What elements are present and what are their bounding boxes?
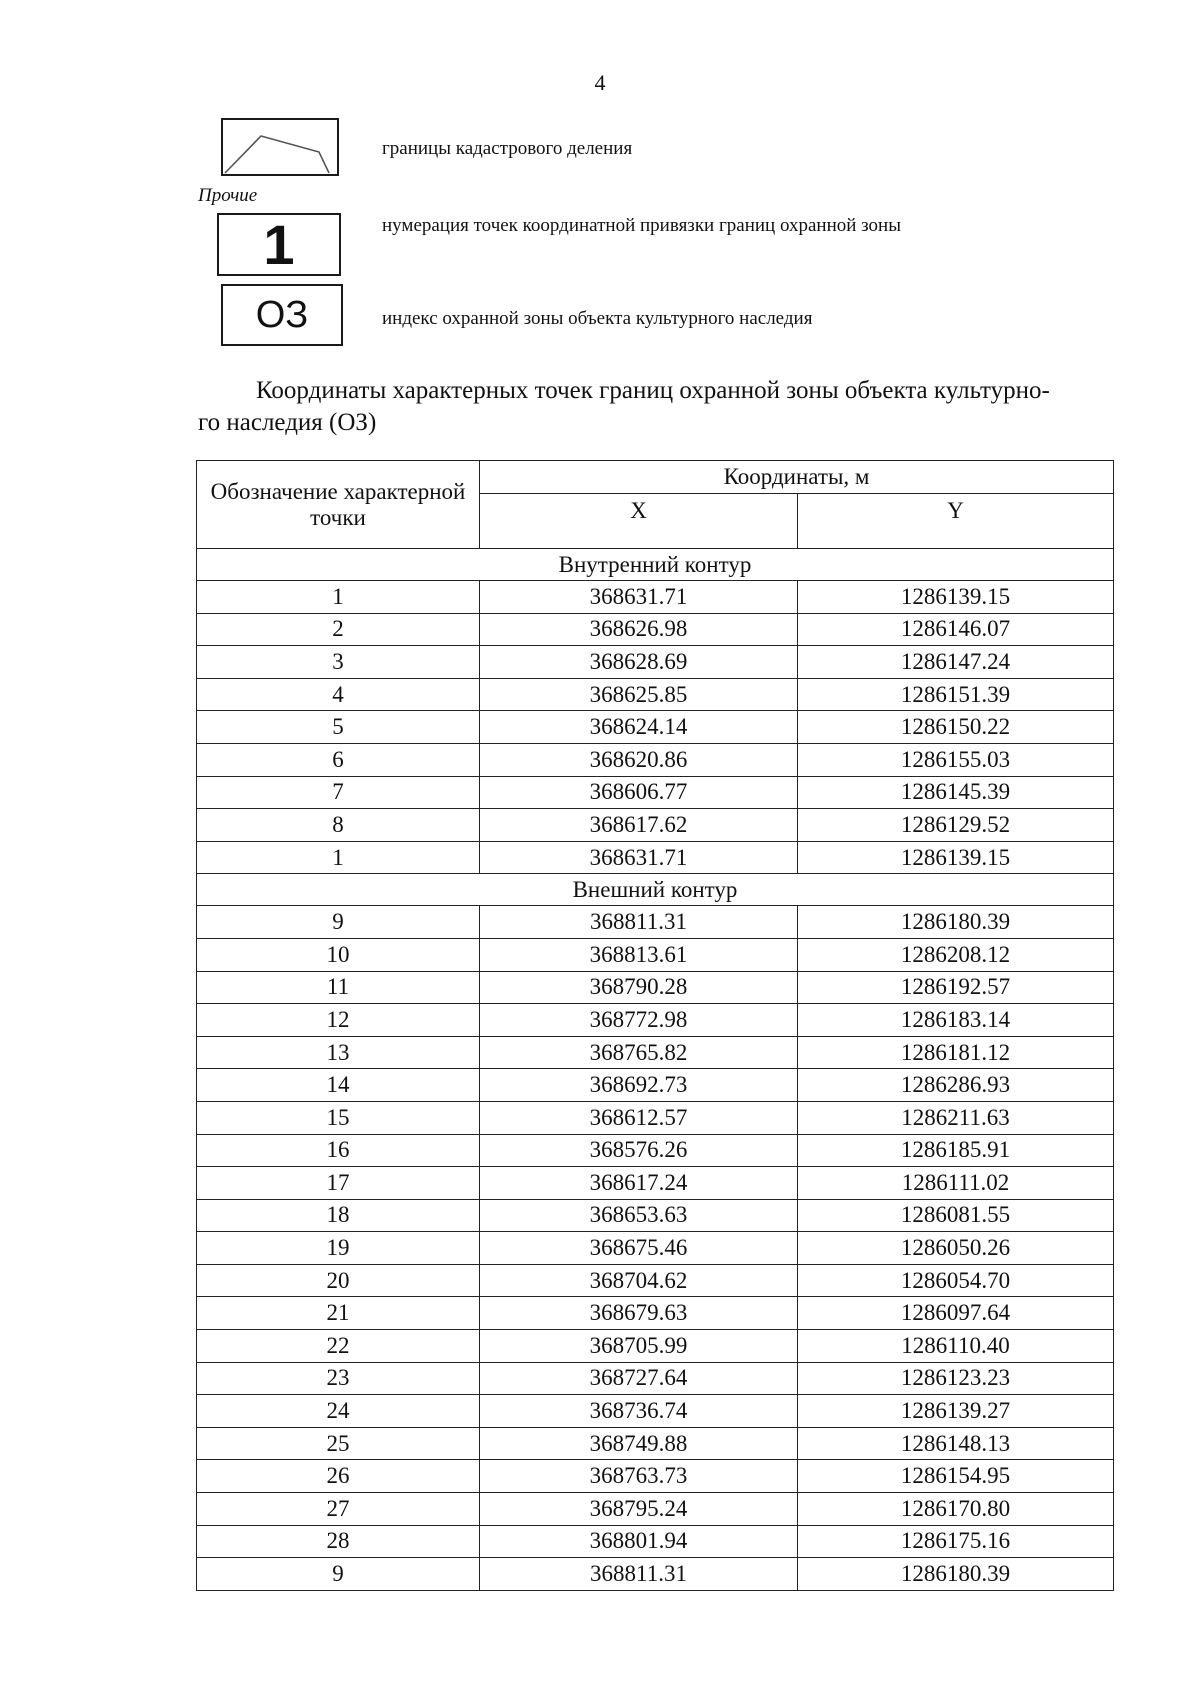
y-coordinate-cell: 1286110.40 bbox=[798, 1330, 1114, 1363]
table-row bbox=[197, 1460, 1114, 1493]
x-coordinate-cell: 368727.64 bbox=[480, 1362, 798, 1395]
table-row bbox=[197, 1264, 1114, 1297]
x-coordinate-cell: 368772.98 bbox=[480, 1004, 798, 1037]
cadastral-boundary-symbol bbox=[221, 118, 339, 176]
x-coordinate-cell: 368813.61 bbox=[480, 938, 798, 971]
header-y: Y bbox=[798, 494, 1114, 549]
y-coordinate-cell: 1286180.39 bbox=[798, 1558, 1114, 1591]
point-id-cell: 5 bbox=[197, 711, 480, 744]
y-coordinate-cell: 1286208.12 bbox=[798, 938, 1114, 971]
point-id-cell: 21 bbox=[197, 1297, 480, 1330]
zone-index-symbol: ОЗ bbox=[221, 284, 343, 346]
table-row bbox=[197, 1004, 1114, 1037]
x-coordinate-cell: 368626.98 bbox=[480, 613, 798, 646]
point-id-cell: 8 bbox=[197, 809, 480, 842]
table-row bbox=[197, 678, 1114, 711]
table-row bbox=[197, 711, 1114, 744]
section-row bbox=[197, 549, 1114, 581]
point-id-cell: 9 bbox=[197, 906, 480, 939]
table-row bbox=[197, 743, 1114, 776]
x-coordinate-cell: 368606.77 bbox=[480, 776, 798, 809]
point-number-symbol: 1 bbox=[217, 213, 341, 276]
point-id-cell: 18 bbox=[197, 1199, 480, 1232]
table-row bbox=[197, 1167, 1114, 1200]
y-coordinate-cell: 1286081.55 bbox=[798, 1199, 1114, 1232]
x-coordinate-cell: 368612.57 bbox=[480, 1101, 798, 1134]
table-row bbox=[197, 841, 1114, 874]
table-row bbox=[197, 1395, 1114, 1428]
x-coordinate-cell: 368625.85 bbox=[480, 678, 798, 711]
coordinates-table bbox=[196, 460, 1114, 1591]
point-id-cell: 17 bbox=[197, 1167, 480, 1200]
header-coordinates: Координаты, м bbox=[480, 461, 1114, 494]
x-coordinate-cell: 368811.31 bbox=[480, 1558, 798, 1591]
y-coordinate-cell: 1286129.52 bbox=[798, 809, 1114, 842]
table-row bbox=[197, 1101, 1114, 1134]
x-coordinate-cell: 368705.99 bbox=[480, 1330, 798, 1363]
point-id-cell: 24 bbox=[197, 1395, 480, 1428]
x-coordinate-cell: 368801.94 bbox=[480, 1525, 798, 1558]
point-id-cell: 15 bbox=[197, 1101, 480, 1134]
section-title: Внутренний контур bbox=[197, 549, 1114, 581]
y-coordinate-cell: 1286181.12 bbox=[798, 1036, 1114, 1069]
point-id-cell: 26 bbox=[197, 1460, 480, 1493]
x-coordinate-cell: 368617.24 bbox=[480, 1167, 798, 1200]
section-row bbox=[197, 874, 1114, 906]
point-id-cell: 23 bbox=[197, 1362, 480, 1395]
y-coordinate-cell: 1286111.02 bbox=[798, 1167, 1114, 1200]
y-coordinate-cell: 1286139.15 bbox=[798, 581, 1114, 614]
y-coordinate-cell: 1286139.27 bbox=[798, 1395, 1114, 1428]
y-coordinate-cell: 1286139.15 bbox=[798, 841, 1114, 874]
y-coordinate-cell: 1286097.64 bbox=[798, 1297, 1114, 1330]
x-coordinate-cell: 368790.28 bbox=[480, 971, 798, 1004]
point-number-legend-label: нумерация точек координатной привязки границ охранной зоны bbox=[382, 215, 901, 236]
cadastral-legend-label: границы кадастрового деления bbox=[382, 138, 633, 159]
table-row bbox=[197, 646, 1114, 679]
y-coordinate-cell: 1286175.16 bbox=[798, 1525, 1114, 1558]
point-id-cell: 12 bbox=[197, 1004, 480, 1037]
table-row bbox=[197, 906, 1114, 939]
y-coordinate-cell: 1286183.14 bbox=[798, 1004, 1114, 1037]
y-coordinate-cell: 1286148.13 bbox=[798, 1427, 1114, 1460]
table-row bbox=[197, 1134, 1114, 1167]
table-row bbox=[197, 1558, 1114, 1591]
y-coordinate-cell: 1286050.26 bbox=[798, 1232, 1114, 1265]
point-id-cell: 4 bbox=[197, 678, 480, 711]
table-row bbox=[197, 1199, 1114, 1232]
point-id-cell: 14 bbox=[197, 1069, 480, 1102]
x-coordinate-cell: 368675.46 bbox=[480, 1232, 798, 1265]
point-id-cell: 10 bbox=[197, 938, 480, 971]
point-id-cell: 25 bbox=[197, 1427, 480, 1460]
table-row bbox=[197, 1232, 1114, 1265]
x-coordinate-cell: 368631.71 bbox=[480, 581, 798, 614]
y-coordinate-cell: 1286170.80 bbox=[798, 1493, 1114, 1526]
y-coordinate-cell: 1286211.63 bbox=[798, 1101, 1114, 1134]
table-row bbox=[197, 581, 1114, 614]
y-coordinate-cell: 1286123.23 bbox=[798, 1362, 1114, 1395]
table-row bbox=[197, 809, 1114, 842]
legend-section-other: Прочие bbox=[198, 185, 258, 206]
table-row bbox=[197, 1493, 1114, 1526]
y-coordinate-cell: 1286146.07 bbox=[798, 613, 1114, 646]
y-coordinate-cell: 1286054.70 bbox=[798, 1264, 1114, 1297]
y-coordinate-cell: 1286185.91 bbox=[798, 1134, 1114, 1167]
table-row bbox=[197, 1525, 1114, 1558]
table-row bbox=[197, 1069, 1114, 1102]
table-row bbox=[197, 938, 1114, 971]
y-coordinate-cell: 1286192.57 bbox=[798, 971, 1114, 1004]
table-row bbox=[197, 776, 1114, 809]
x-coordinate-cell: 368704.62 bbox=[480, 1264, 798, 1297]
x-coordinate-cell: 368811.31 bbox=[480, 906, 798, 939]
y-coordinate-cell: 1286180.39 bbox=[798, 906, 1114, 939]
y-coordinate-cell: 1286151.39 bbox=[798, 678, 1114, 711]
x-coordinate-cell: 368624.14 bbox=[480, 711, 798, 744]
point-id-cell: 19 bbox=[197, 1232, 480, 1265]
y-coordinate-cell: 1286155.03 bbox=[798, 743, 1114, 776]
table-row bbox=[197, 1427, 1114, 1460]
table-row bbox=[197, 1297, 1114, 1330]
x-coordinate-cell: 368653.63 bbox=[480, 1199, 798, 1232]
page-number: 4 bbox=[594, 70, 606, 95]
table-row bbox=[197, 613, 1114, 646]
x-coordinate-cell: 368620.86 bbox=[480, 743, 798, 776]
caption-line-2: го наследия (ОЗ) bbox=[198, 409, 377, 436]
table-row bbox=[197, 971, 1114, 1004]
x-coordinate-cell: 368749.88 bbox=[480, 1427, 798, 1460]
point-id-cell: 20 bbox=[197, 1264, 480, 1297]
point-id-cell: 22 bbox=[197, 1330, 480, 1363]
y-coordinate-cell: 1286154.95 bbox=[798, 1460, 1114, 1493]
y-coordinate-cell: 1286150.22 bbox=[798, 711, 1114, 744]
table-row bbox=[197, 1330, 1114, 1363]
table-row bbox=[197, 1036, 1114, 1069]
x-coordinate-cell: 368736.74 bbox=[480, 1395, 798, 1428]
y-coordinate-cell: 1286147.24 bbox=[798, 646, 1114, 679]
point-id-cell: 3 bbox=[197, 646, 480, 679]
point-id-cell: 9 bbox=[197, 1558, 480, 1591]
x-coordinate-cell: 368692.73 bbox=[480, 1069, 798, 1102]
x-coordinate-cell: 368763.73 bbox=[480, 1460, 798, 1493]
x-coordinate-cell: 368617.62 bbox=[480, 809, 798, 842]
table-caption bbox=[198, 375, 1118, 439]
cadastral-boundary-icon bbox=[223, 120, 337, 174]
section-title: Внешний контур bbox=[197, 874, 1114, 906]
zone-index-legend-label: индекс охранной зоны объекта культурного наследия bbox=[382, 308, 813, 329]
x-coordinate-cell: 368765.82 bbox=[480, 1036, 798, 1069]
table-row bbox=[197, 1362, 1114, 1395]
header-designation: Обозначение характерной точки bbox=[197, 461, 480, 549]
caption-line-1: Координаты характерных точек границ охранной зоны объекта культурно- bbox=[256, 377, 1050, 404]
point-id-cell: 28 bbox=[197, 1525, 480, 1558]
point-id-cell: 6 bbox=[197, 743, 480, 776]
point-id-cell: 1 bbox=[197, 581, 480, 614]
point-id-cell: 1 bbox=[197, 841, 480, 874]
point-id-cell: 7 bbox=[197, 776, 480, 809]
point-id-cell: 11 bbox=[197, 971, 480, 1004]
x-coordinate-cell: 368631.71 bbox=[480, 841, 798, 874]
point-id-cell: 16 bbox=[197, 1134, 480, 1167]
x-coordinate-cell: 368628.69 bbox=[480, 646, 798, 679]
x-coordinate-cell: 368795.24 bbox=[480, 1493, 798, 1526]
point-id-cell: 13 bbox=[197, 1036, 480, 1069]
x-coordinate-cell: 368679.63 bbox=[480, 1297, 798, 1330]
x-coordinate-cell: 368576.26 bbox=[480, 1134, 798, 1167]
y-coordinate-cell: 1286145.39 bbox=[798, 776, 1114, 809]
y-coordinate-cell: 1286286.93 bbox=[798, 1069, 1114, 1102]
header-x: X bbox=[480, 494, 798, 549]
point-id-cell: 2 bbox=[197, 613, 480, 646]
point-id-cell: 27 bbox=[197, 1493, 480, 1526]
